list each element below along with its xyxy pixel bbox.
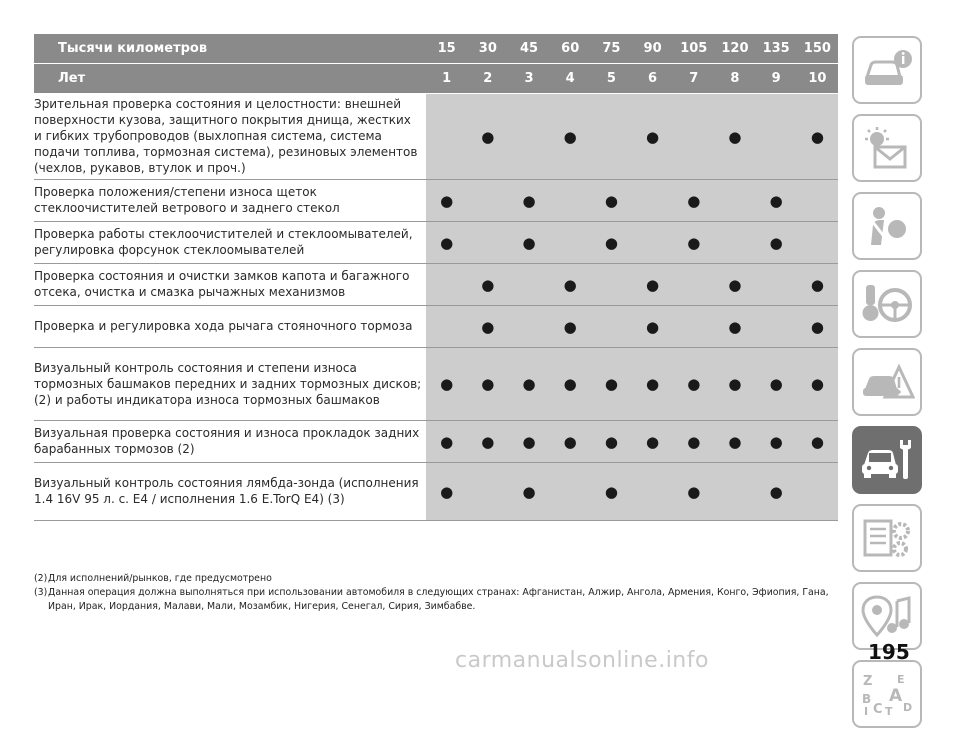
schedule-cell	[673, 222, 714, 264]
schedule-cell	[426, 463, 467, 521]
check-dot: ●	[440, 432, 454, 451]
year-header-cell: 6	[632, 64, 673, 94]
years-header-label: Лет	[34, 64, 426, 94]
chapter-tab-car-info[interactable]	[852, 36, 922, 104]
schedule-cell	[797, 264, 838, 306]
schedule-cell	[632, 306, 673, 348]
schedule-cell	[591, 348, 632, 421]
check-dot: ●	[687, 375, 701, 393]
footnote-text: Данная операция должна выполняться при использовании автомобиля в следующих странах: Афганистан, Алжир, Ангола, Армения, Конго, Эфиопия, Гана, Иран, Ирак, Иордания, Малави, Мали, Мозамбик, Нигерия, Сенегал, Сирия, Зимбабве.	[48, 587, 829, 612]
operation-cell: Зрительная проверка состояния и целостности: внешней поверхности кузова, защитного покрытия днища, жестких и гибких трубопроводов (выхлопная система, система подачи топлива, тормозная система), резиновых элементов (чехлов, рукавов, втулок и проч.)	[34, 94, 426, 180]
check-dot: ●	[728, 127, 742, 146]
km-header-cell: 105	[673, 34, 714, 64]
year-header-cell: 8	[714, 64, 755, 94]
check-dot: ●	[728, 275, 742, 294]
schedule-cell	[467, 94, 508, 180]
footnotes	[34, 572, 840, 614]
check-dot: ●	[522, 233, 536, 252]
schedule-cell	[508, 421, 549, 463]
operation-cell: Проверка и регулировка хода рычага стояночного тормоза	[34, 306, 426, 348]
schedule-cell	[756, 264, 797, 306]
operation-cell: Проверка положения/степени износа щеток стеклоочистителей ветрового и заднего стекол	[34, 180, 426, 222]
check-dot: ●	[481, 275, 495, 294]
table-row	[34, 463, 838, 521]
check-dot: ●	[728, 317, 742, 336]
chapter-tab-emergency[interactable]	[852, 348, 922, 416]
schedule-cell	[591, 264, 632, 306]
schedule-cell	[714, 94, 755, 180]
schedule-cell	[508, 222, 549, 264]
year-header-cell: 2	[467, 64, 508, 94]
schedule-cell	[632, 180, 673, 222]
schedule-cell	[673, 348, 714, 421]
year-header-cell: 9	[756, 64, 797, 94]
schedule-cell	[591, 94, 632, 180]
check-dot: ●	[604, 482, 618, 501]
check-dot: ●	[687, 432, 701, 451]
schedule-cell	[591, 222, 632, 264]
schedule-cell	[508, 348, 549, 421]
schedule-cell	[632, 94, 673, 180]
schedule-cell	[714, 463, 755, 521]
schedule-cell	[797, 94, 838, 180]
index-letter: Z	[863, 674, 873, 689]
index-letter: A	[889, 686, 903, 706]
year-header-cell: 3	[508, 64, 549, 94]
chapter-tab-maintenance[interactable]	[852, 426, 922, 494]
schedule-cell	[797, 463, 838, 521]
check-dot: ●	[728, 432, 742, 451]
check-dot: ●	[563, 375, 577, 393]
schedule-cell	[508, 94, 549, 180]
check-dot: ●	[646, 432, 660, 451]
schedule-cell	[591, 180, 632, 222]
check-dot: ●	[646, 317, 660, 336]
check-dot: ●	[563, 275, 577, 294]
index-letter: I	[864, 705, 869, 717]
emergency-icon	[859, 359, 915, 405]
schedule-cell	[426, 180, 467, 222]
check-dot: ●	[481, 432, 495, 451]
km-header-label: Тысячи километров	[34, 34, 426, 64]
check-dot: ●	[481, 317, 495, 336]
schedule-cell	[756, 94, 797, 180]
check-dot: ●	[646, 127, 660, 146]
index-letter: E	[897, 673, 905, 686]
check-dot: ●	[810, 275, 824, 294]
schedule-cell	[426, 222, 467, 264]
warning-lights-icon	[859, 125, 915, 171]
check-dot: ●	[769, 375, 783, 393]
schedule-cell	[714, 421, 755, 463]
check-dot: ●	[563, 127, 577, 146]
schedule-cell	[426, 421, 467, 463]
km-header-cell: 135	[756, 34, 797, 64]
km-header-cell: 75	[591, 34, 632, 64]
check-dot: ●	[522, 191, 536, 210]
check-dot: ●	[769, 191, 783, 210]
table-row	[34, 348, 838, 421]
check-dot: ●	[728, 375, 742, 393]
chapter-tab-technical-data[interactable]	[852, 504, 922, 572]
km-header-cell: 120	[714, 34, 755, 64]
schedule-cell	[508, 306, 549, 348]
km-header-cell: 150	[797, 34, 838, 64]
schedule-cell	[467, 306, 508, 348]
check-dot: ●	[646, 275, 660, 294]
schedule-cell	[632, 421, 673, 463]
check-dot: ●	[522, 375, 536, 393]
car-info-icon	[859, 47, 915, 93]
schedule-cell	[591, 421, 632, 463]
table-row	[34, 180, 838, 222]
check-dot: ●	[522, 482, 536, 501]
schedule-cell	[797, 421, 838, 463]
check-dot: ●	[769, 432, 783, 451]
schedule-cell	[550, 421, 591, 463]
check-dot: ●	[440, 233, 454, 252]
schedule-cell	[797, 348, 838, 421]
check-dot: ●	[563, 317, 577, 336]
operation-cell: Проверка работы стеклоочистителей и стеклоомывателей, регулировка форсунок стеклоомывателей	[34, 222, 426, 264]
schedule-cell	[756, 306, 797, 348]
km-header-cell: 30	[467, 34, 508, 64]
header-row-years	[34, 64, 838, 94]
schedule-cell	[467, 348, 508, 421]
schedule-cell	[591, 463, 632, 521]
schedule-cell	[426, 264, 467, 306]
schedule-cell	[508, 264, 549, 306]
footnote-text: Для исполнений/рынков, где предусмотрено	[48, 573, 272, 584]
page-number: 195	[868, 640, 910, 664]
schedule-cell	[467, 180, 508, 222]
footnote-key: (3)	[34, 587, 48, 598]
index-letter: T	[885, 705, 893, 717]
footnote	[34, 586, 840, 614]
schedule-cell	[797, 306, 838, 348]
check-dot: ●	[481, 375, 495, 393]
chapter-tab-index[interactable]	[852, 660, 922, 728]
schedule-cell	[550, 306, 591, 348]
table-row	[34, 264, 838, 306]
schedule-cell	[714, 348, 755, 421]
key-steering-wheel-icon	[859, 281, 915, 327]
check-dot: ●	[440, 191, 454, 210]
check-dot: ●	[810, 127, 824, 146]
year-header-cell: 4	[550, 64, 591, 94]
safety-airbag-icon	[859, 203, 915, 249]
km-header-cell: 15	[426, 34, 467, 64]
check-dot: ●	[604, 233, 618, 252]
schedule-cell	[756, 222, 797, 264]
check-dot: ●	[810, 432, 824, 451]
check-dot: ●	[604, 432, 618, 451]
check-dot: ●	[687, 233, 701, 252]
check-dot: ●	[604, 375, 618, 393]
schedule-cell	[550, 180, 591, 222]
check-dot: ●	[687, 191, 701, 210]
chapter-tab-starting-driving[interactable]	[852, 270, 922, 338]
schedule-cell	[714, 180, 755, 222]
schedule-cell	[426, 348, 467, 421]
schedule-cell	[467, 264, 508, 306]
schedule-cell	[550, 94, 591, 180]
schedule-cell	[756, 421, 797, 463]
schedule-cell	[756, 348, 797, 421]
check-dot: ●	[810, 317, 824, 336]
check-dot: ●	[646, 375, 660, 393]
schedule-cell	[550, 264, 591, 306]
schedule-cell	[467, 421, 508, 463]
schedule-cell	[797, 180, 838, 222]
chapter-tab-warning-lights[interactable]	[852, 114, 922, 182]
schedule-cell	[673, 94, 714, 180]
year-header-cell: 7	[673, 64, 714, 94]
check-dot: ●	[810, 375, 824, 393]
table-row	[34, 222, 838, 264]
check-dot: ●	[604, 191, 618, 210]
schedule-cell	[632, 222, 673, 264]
km-header-cell: 45	[508, 34, 549, 64]
check-dot: ●	[769, 482, 783, 501]
km-header-cell: 90	[632, 34, 673, 64]
header-row-km	[34, 34, 838, 64]
watermark-text: carmanualsonline.info	[455, 648, 709, 673]
maintenance-schedule-table	[34, 34, 838, 521]
schedule-cell	[632, 463, 673, 521]
check-dot: ●	[687, 482, 701, 501]
schedule-cell	[673, 463, 714, 521]
schedule-cell	[508, 463, 549, 521]
check-dot: ●	[769, 233, 783, 252]
schedule-cell	[756, 180, 797, 222]
chapter-sidebar	[852, 36, 922, 738]
check-dot: ●	[440, 375, 454, 393]
schedule-cell	[426, 306, 467, 348]
schedule-cell	[467, 463, 508, 521]
footnote	[34, 572, 840, 586]
schedule-cell	[591, 306, 632, 348]
schedule-cell	[714, 222, 755, 264]
schedule-cell	[550, 348, 591, 421]
check-dot: ●	[563, 432, 577, 451]
multimedia-icon	[859, 593, 915, 639]
check-dot: ●	[440, 482, 454, 501]
operation-cell: Визуальный контроль состояния и степени износа тормозных башмаков передних и задних тормозных дисков; (2) и работы индикатора износа тормозных башмаков	[34, 348, 426, 421]
schedule-cell	[426, 94, 467, 180]
schedule-cell	[797, 222, 838, 264]
chapter-tab-safety[interactable]	[852, 192, 922, 260]
schedule-cell	[714, 264, 755, 306]
schedule-cell	[756, 463, 797, 521]
maintenance-car-wrench-icon	[859, 437, 915, 483]
operation-cell: Визуальный контроль состояния лямбда-зонда (исполнения 1.4 16V 95 л. с. E4 / исполнения 1.6 E.TorQ E4) (3)	[34, 463, 426, 521]
year-header-cell: 10	[797, 64, 838, 94]
check-dot: ●	[481, 127, 495, 146]
technical-data-icon	[859, 515, 915, 561]
schedule-cell	[673, 264, 714, 306]
schedule-cell	[467, 222, 508, 264]
operation-cell: Визуальная проверка состояния и износа прокладок задних барабанных тормозов (2)	[34, 421, 426, 463]
index-letter: B	[862, 692, 872, 706]
schedule-cell	[673, 421, 714, 463]
schedule-cell	[673, 306, 714, 348]
schedule-cell	[508, 180, 549, 222]
footnote-key: (2)	[34, 573, 48, 584]
table-row	[34, 306, 838, 348]
table-row	[34, 94, 838, 180]
schedule-cell	[673, 180, 714, 222]
index-letter: D	[903, 701, 913, 714]
schedule-cell	[550, 222, 591, 264]
km-header-cell: 60	[550, 34, 591, 64]
schedule-cell	[714, 306, 755, 348]
year-header-cell: 1	[426, 64, 467, 94]
schedule-cell	[632, 264, 673, 306]
table-row	[34, 421, 838, 463]
check-dot: ●	[522, 432, 536, 451]
year-header-cell: 5	[591, 64, 632, 94]
operation-cell: Проверка состояния и очистки замков капота и багажного отсека, очистка и смазка рычажных механизмов	[34, 264, 426, 306]
schedule-cell	[550, 463, 591, 521]
index-letter: C	[873, 702, 883, 717]
table-body	[34, 94, 838, 521]
schedule-cell	[632, 348, 673, 421]
